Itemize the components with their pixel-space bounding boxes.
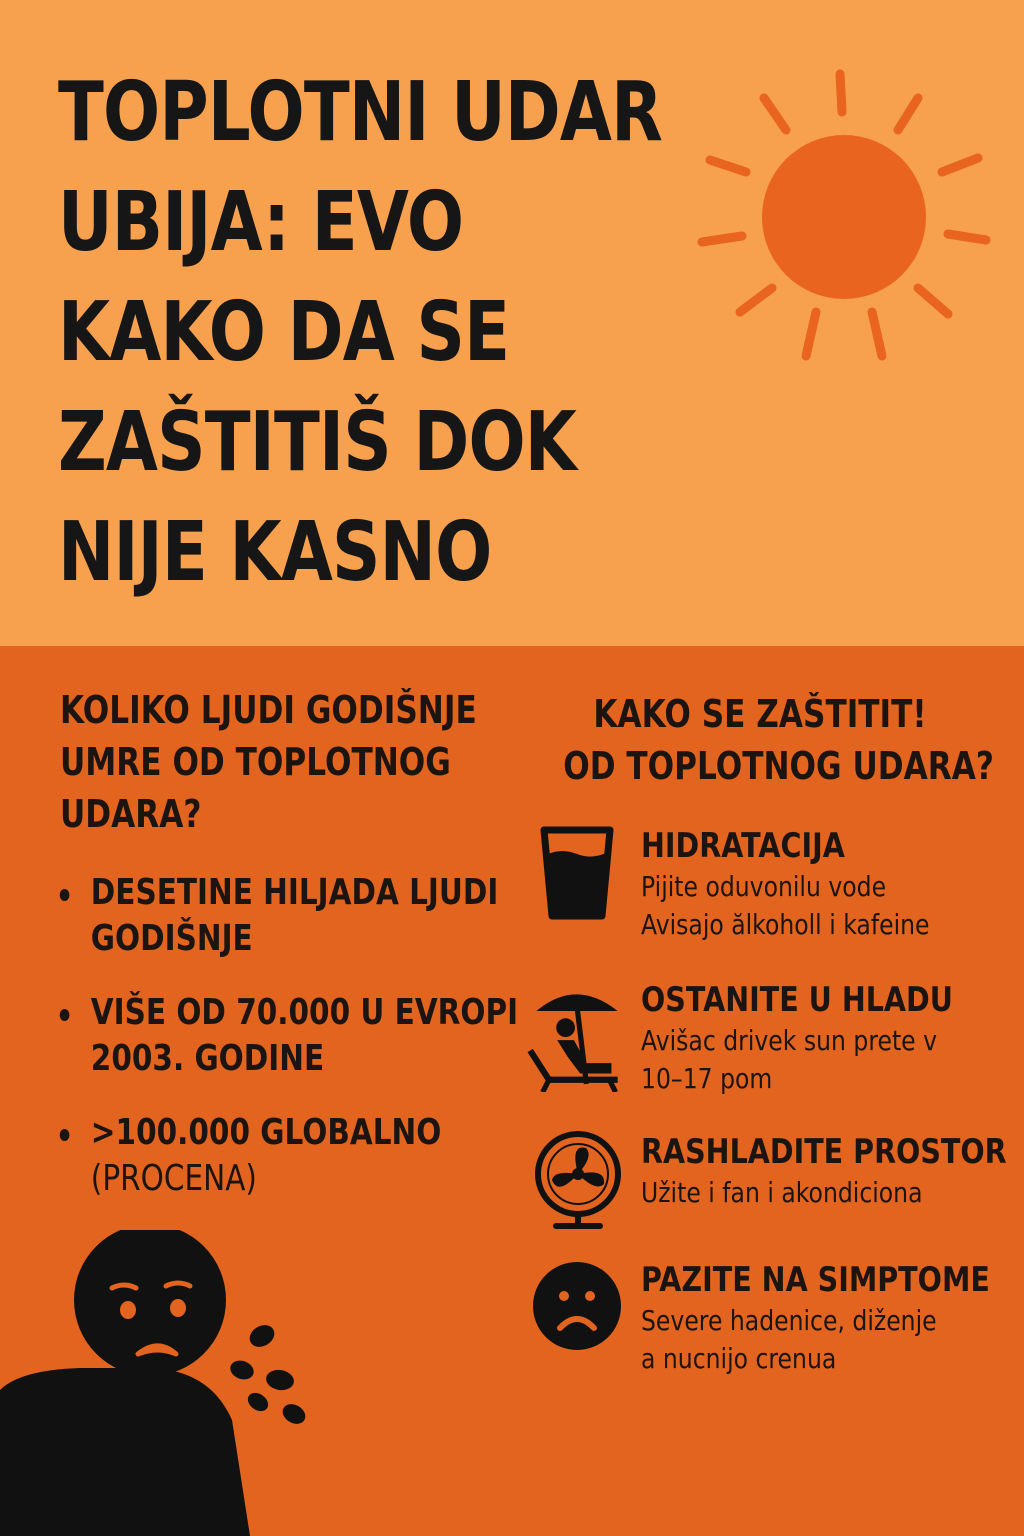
title-line: NIJE KASNO: [58, 505, 492, 600]
tip-title: HIDRATACIJA: [641, 826, 845, 866]
bullet-line: >100.000 GLOBALNO: [90, 1112, 442, 1153]
tip-line: Avisajo ălkoholl i kafeine: [641, 908, 930, 941]
bullet-dot: [60, 1009, 70, 1021]
heading-line: OD TOPLOTNOG UDARA?: [563, 744, 994, 788]
list-item: [58, 1110, 501, 1202]
water-glass-icon: [530, 824, 626, 924]
tip-line: 10–17 pom: [641, 1062, 773, 1095]
protection-question-heading: [563, 688, 994, 792]
page-title: [58, 58, 663, 608]
tip-title: OSTANITE U HLADU: [641, 980, 953, 1020]
title-line: TOPLOTNI UDAR: [58, 65, 663, 160]
bullet-dot: [60, 889, 70, 901]
heading-line: UDARA?: [60, 792, 202, 836]
list-item: [58, 990, 519, 1082]
heading-line: KOLIKO LJUDI GODIŠNJE: [60, 688, 477, 732]
sad-face-icon: [530, 1258, 626, 1358]
tip-line: Pijite oduvonilu vode: [641, 870, 887, 903]
title-line: UBIJA: EVO: [58, 175, 464, 270]
tip-line: Severe hadenice, diženje: [641, 1304, 937, 1337]
tip-text: [641, 1130, 1007, 1212]
fan-icon: [530, 1130, 626, 1230]
beach-umbrella-icon: [526, 980, 626, 1092]
tip-text: [641, 824, 929, 944]
deaths-question-heading: [60, 684, 477, 840]
bullet-line: VIŠE OD 70.000 U EVROPI: [90, 992, 519, 1033]
bullet-line: (PROCENA): [90, 1158, 257, 1199]
tip-line: a nucnijo crenua: [641, 1342, 837, 1375]
tip-text: [641, 1258, 990, 1378]
heading-line: KAKO SE ZAŠTITIT!: [593, 692, 927, 736]
death-stats-list: [58, 870, 519, 1230]
bullet-dot: [60, 1129, 70, 1141]
tip-text: [641, 978, 953, 1098]
list-item: [58, 870, 501, 962]
tip-title: RASHLADITE PROSTOR: [641, 1132, 1007, 1172]
title-line: KAKO DA SE: [58, 285, 510, 380]
bullet-line: 2003. GODINE: [90, 1038, 325, 1079]
bullet-line: GODIŠNJE: [90, 918, 253, 959]
tip-line: Užite i fan i akondiciona: [641, 1176, 923, 1209]
tip-line: Avišac drivek sun prete v: [641, 1024, 938, 1057]
sweating-person-icon: [0, 1230, 330, 1536]
heading-line: UMRE OD TOPLOTNOG: [60, 740, 451, 784]
title-line: ZAŠTITIŠ DOK: [58, 395, 577, 490]
bullet-line: DESETINE HILJADA LJUDI: [90, 872, 499, 913]
sun-icon: [690, 60, 1000, 370]
tip-title: PAZITE NA SIMPTOME: [641, 1260, 990, 1300]
